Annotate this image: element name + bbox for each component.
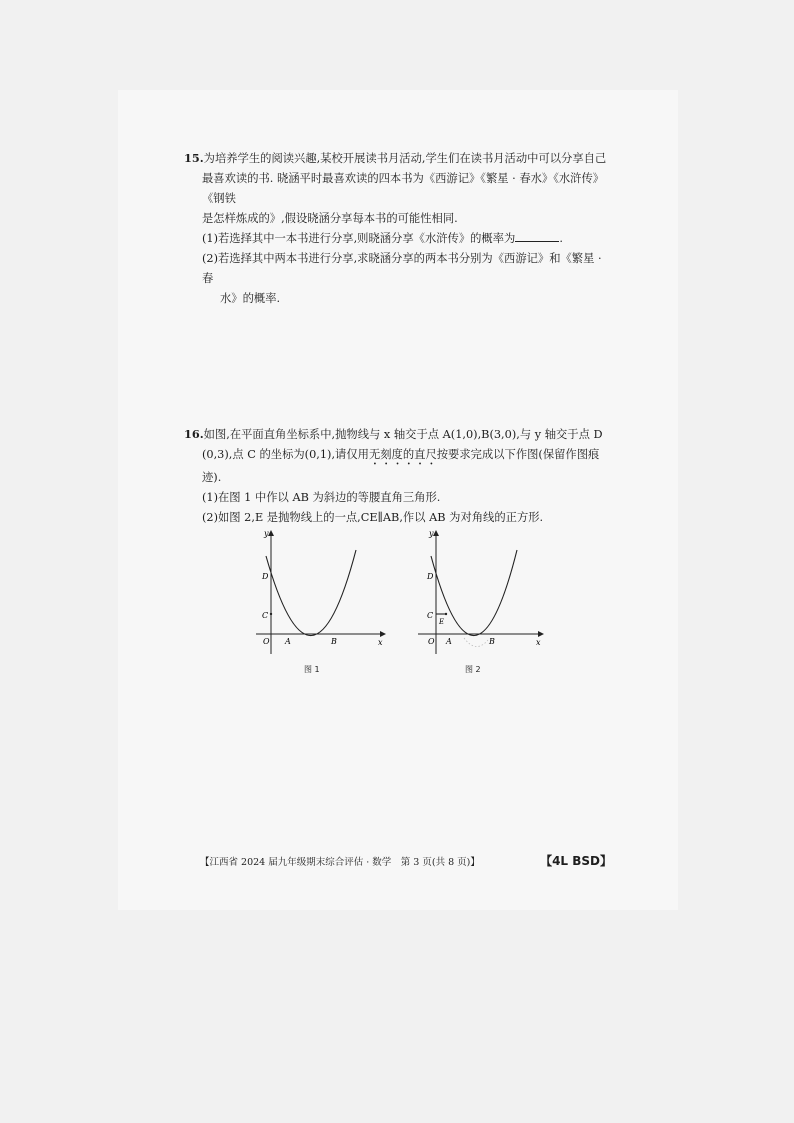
page-footer bbox=[200, 852, 612, 869]
point-B-label: B bbox=[489, 637, 495, 646]
footer-exam-info: 【江西省 2024 届九年级期末综合评估 · 数学 第 3 页(共 8 页)】 bbox=[200, 856, 480, 868]
q15-text-line1: 为培养学生的阅读兴趣,某校开展读书月活动,学生们在读书月活动中可以分享自己 bbox=[203, 152, 607, 165]
question-number: 16. bbox=[184, 427, 204, 441]
point-D-label: D bbox=[262, 572, 269, 581]
x-axis-label: x bbox=[378, 638, 383, 647]
question-number: 15. bbox=[184, 151, 204, 165]
question-15: 15.为培养学生的阅读兴趣,某校开展读书月活动,学生们在读书月活动中可以分享自己 最喜欢读的书. 晓涵平时最喜欢读的四本书为《西游记》《繁星 · 春水》《水浒传》《钢铁 是怎样炼成的》,假设晓涵分享每本书的可能性相同. (1)若选择其中一本书进行分享,则晓涵分享《水浒传》的概率为 . (2)若选择其中两本书进行分享,求晓涵分享的两本书分别为《西游记》和《繁星 · 春 水》的概率. bbox=[184, 148, 614, 309]
emphasized-text: 无刻度的直尺 bbox=[368, 448, 437, 461]
q15-part2-line1: (2)若选择其中两本书进行分享,求晓涵分享的两本书分别为《西游记》和《繁星 · 春 bbox=[202, 252, 602, 285]
footer-code: 【4L BSD】 bbox=[540, 854, 612, 868]
question-16: 16.如图,在平面直角坐标系中,抛物线与 x 轴交于点 A(1,0),B(3,0),与 y 轴交于点 D (0,3),点 C 的坐标为(0,1),请仅用无刻度的直尺按要求完成以下作图(保留作图痕 迹). (1)在图 1 中作以 AB 为斜边的等腰直角三角形. (2)如图 2,E 是抛物线上的一点,CE∥AB,作以 AB 为对角线的正方形. bbox=[184, 424, 614, 528]
point-B-label: B bbox=[331, 637, 337, 646]
x-axis-label: x bbox=[536, 638, 541, 647]
figure-1-graph bbox=[252, 528, 392, 658]
point-A-label: A bbox=[285, 637, 291, 646]
y-axis-label: y bbox=[264, 529, 269, 538]
figure-2-graph bbox=[416, 528, 556, 658]
point-C-label: C bbox=[427, 611, 434, 620]
q16-text-line3: 迹). bbox=[202, 471, 222, 484]
q15-text-line3: 是怎样炼成的》,假设晓涵分享每本书的可能性相同. bbox=[202, 212, 458, 225]
q16-part1: (1)在图 1 中作以 AB 为斜边的等腰直角三角形. bbox=[202, 491, 441, 504]
figure-2-caption: 图 2 bbox=[465, 665, 481, 674]
q15-part1: (1)若选择其中一本书进行分享,则晓涵分享《水浒传》的概率为 bbox=[202, 232, 516, 245]
origin-label: O bbox=[263, 637, 270, 646]
q15-text-line2: 最喜欢读的书. 晓涵平时最喜欢读的四本书为《西游记》《繁星 · 春水》《水浒传》《钢铁 bbox=[202, 172, 605, 205]
q16-part2: (2)如图 2,E 是抛物线上的一点,CE∥AB,作以 AB 为对角线的正方形. bbox=[202, 511, 544, 524]
point-D-label: D bbox=[427, 572, 434, 581]
point-E-label: E bbox=[439, 618, 445, 626]
q16-text-line1: 如图,在平面直角坐标系中,抛物线与 x 轴交于点 A(1,0),B(3,0),与 y 轴交于点 D bbox=[203, 428, 603, 441]
figure-1-caption: 图 1 bbox=[304, 665, 320, 674]
q16-text-line2: (0,3),点 C 的坐标为(0,1),请仅用 bbox=[202, 448, 369, 461]
answer-blank bbox=[515, 229, 559, 242]
origin-label: O bbox=[428, 637, 435, 646]
point-A-label: A bbox=[446, 637, 452, 646]
y-axis-label: y bbox=[429, 529, 434, 538]
q15-part2-line2: 水》的概率. bbox=[220, 292, 281, 305]
point-C-label: C bbox=[262, 611, 269, 620]
